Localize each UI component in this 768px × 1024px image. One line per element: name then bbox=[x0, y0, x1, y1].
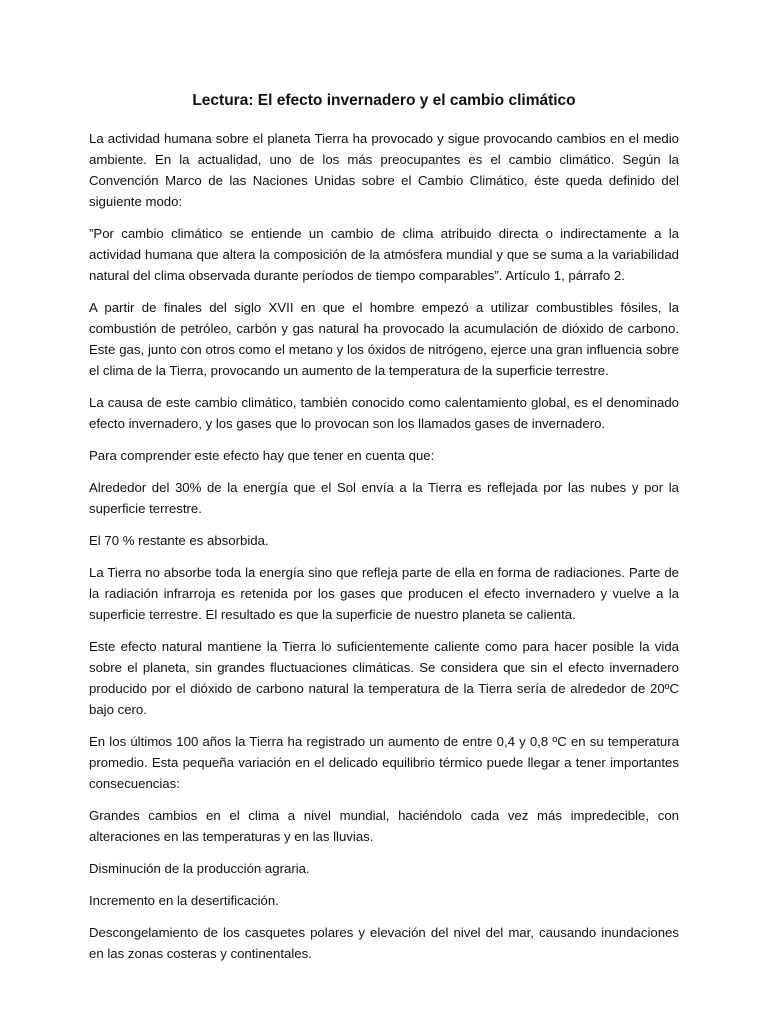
paragraph-understanding: Para comprender este efecto hay que tener en cuenta que: bbox=[89, 448, 435, 463]
paragraph-infrared: La Tierra no absorbe toda la energía sino que refleja parte de ella en forma de radiaciones. Parte de la radiación infrarroja es retenida por los gases que producen el efecto invernadero y vuelve a la superficie terrestre. El resultado es que la superficie de nuestro planeta se calienta. bbox=[89, 565, 679, 622]
paragraph-consequence-agriculture: Disminución de la producción agraria. bbox=[89, 861, 310, 876]
paragraph-intro: La actividad humana sobre el planeta Tierra ha provocado y sigue provocando cambios en el medio ambiente. En la actualidad, uno de los más preocupantes es el cambio climático. Según la Convención Marco de las Naciones Unidas sobre el Cambio Climático, éste queda definido del siguiente modo: bbox=[89, 131, 679, 209]
paragraph-reflection-30: Alrededor del 30% de la energía que el Sol envía a la Tierra es reflejada por las nubes y por la superficie terrestre. bbox=[89, 480, 679, 516]
paragraph-natural-effect: Este efecto natural mantiene la Tierra lo suficientemente caliente como para hacer posible la vida sobre el planeta, sin grandes fluctuaciones climáticas. Se considera que sin el efecto invernadero producido por el dióxido de carbono natural la temperatura de la Tierra sería de alrededor de 20ºC bajo cero. bbox=[89, 639, 679, 717]
document-title: Lectura: El efecto invernadero y el cambio climático bbox=[192, 92, 576, 109]
paragraph-history: A partir de finales del siglo XVII en que el hombre empezó a utilizar combustibles fósiles, la combustión de petróleo, carbón y gas natural ha provocado la acumulación de dióxido de carbono. Este gas, junto con otros como el metano y los óxidos de nitrógeno, ejerce una gran influencia sobre el clima de la Tierra, provocando un aumento de la temperatura de la superficie terrestre. bbox=[89, 300, 679, 378]
paragraph-consequence-climate: Grandes cambios en el clima a nivel mundial, haciéndolo cada vez más impredecible, con alteraciones en las temperaturas y en las lluvias. bbox=[89, 808, 679, 844]
paragraph-consequence-desertification: Incremento en la desertificación. bbox=[89, 893, 279, 908]
paragraph-cause: La causa de este cambio climático, también conocido como calentamiento global, es el denominado efecto invernadero, y los gases que lo provocan son los llamados gases de invernadero. bbox=[89, 395, 679, 431]
paragraph-absorbed-70: El 70 % restante es absorbida. bbox=[89, 533, 269, 548]
paragraph-consequence-ice-melt: Descongelamiento de los casquetes polares y elevación del nivel del mar, causando inundaciones en las zonas costeras y continentales. bbox=[89, 925, 679, 961]
paragraph-definition-quote: ”Por cambio climático se entiende un cambio de clima atribuido directa o indirectamente a la actividad humana que altera la composición de la atmósfera mundial y que se suma a la variabilidad natural del clima observada durante períodos de tiempo comparables”. Artículo 1, párrafo 2. bbox=[89, 226, 679, 283]
paragraph-last-100-years: En los últimos 100 años la Tierra ha registrado un aumento de entre 0,4 y 0,8 ºC en su temperatura promedio. Esta pequeña variación en el delicado equilibrio térmico puede llegar a tener importantes consecuencias: bbox=[89, 734, 679, 791]
